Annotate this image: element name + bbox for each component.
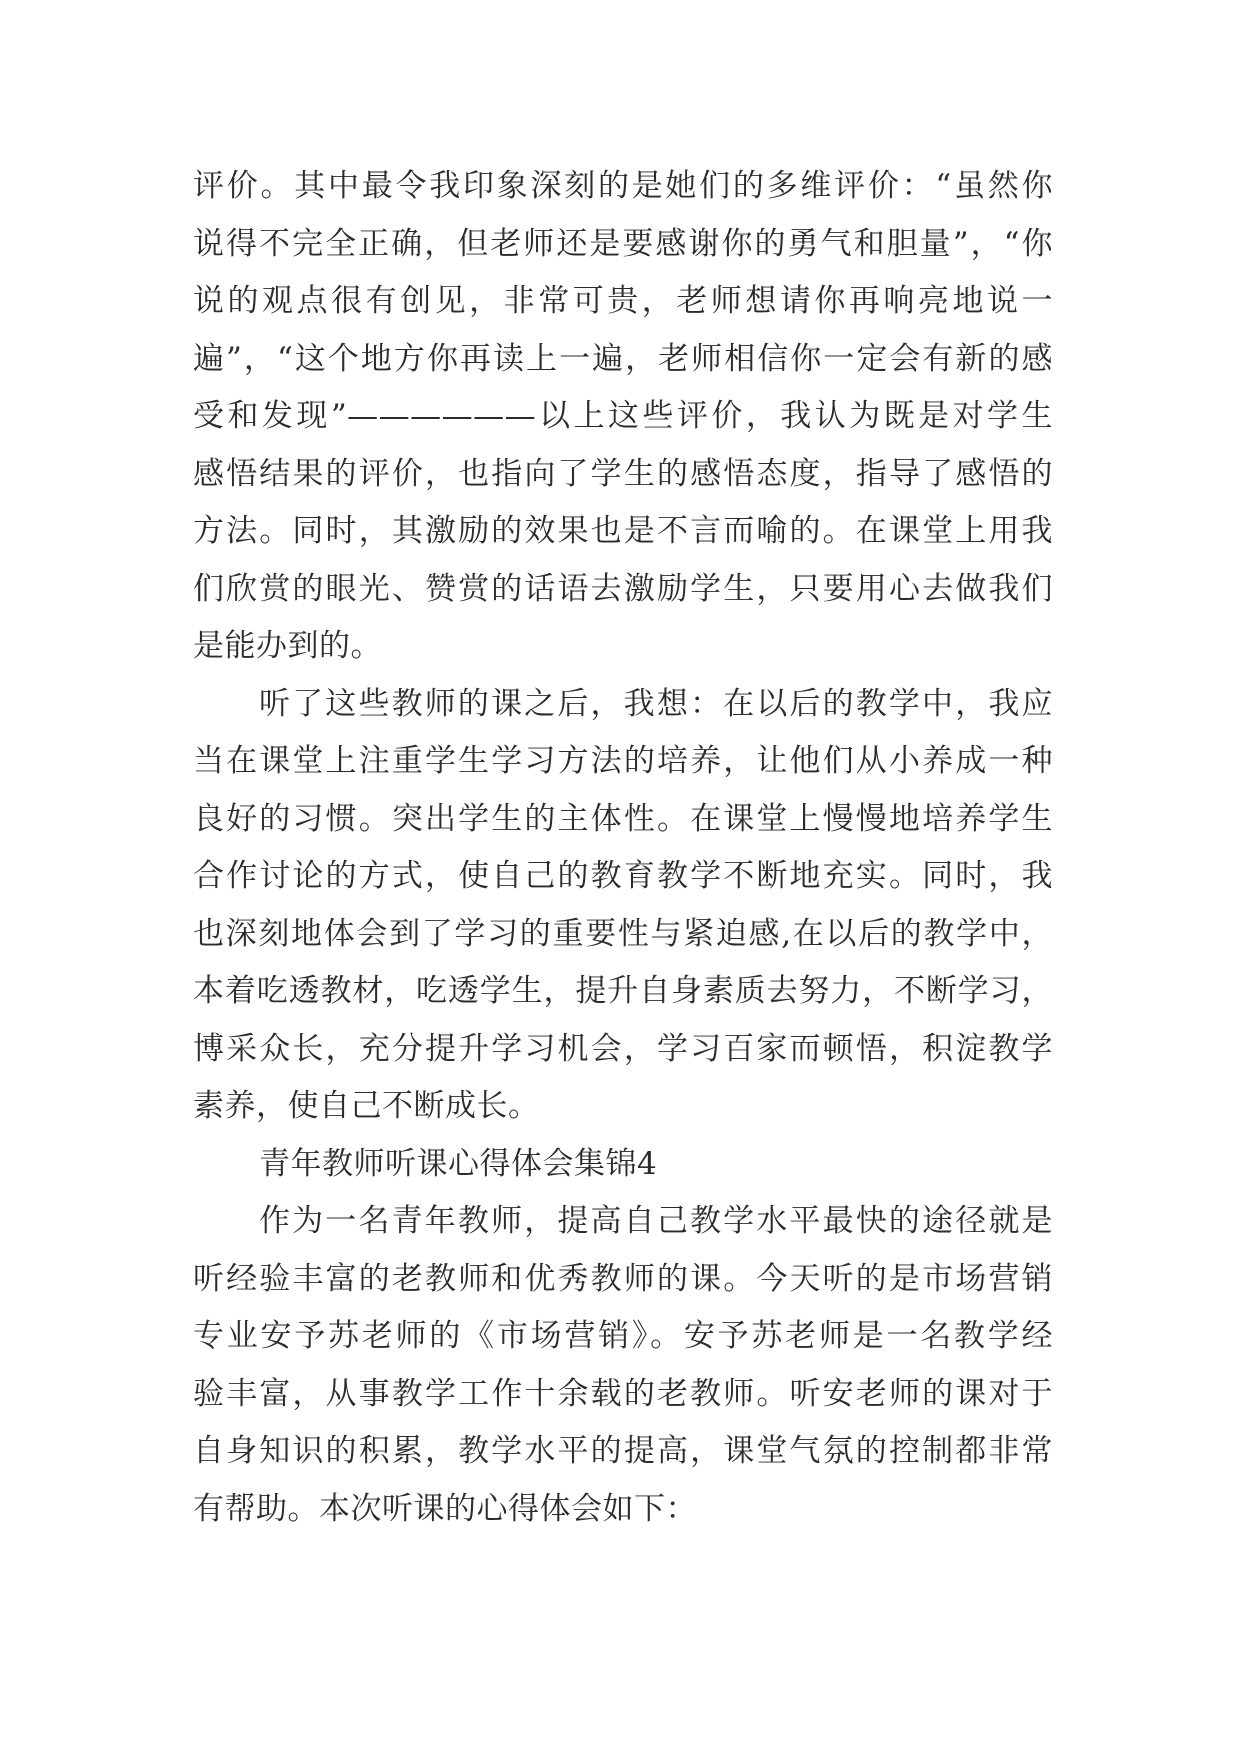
section-heading: 青年教师听课心得体会集锦4 bbox=[259, 1145, 658, 1182]
text-line: 遍”，“这个地方你再读上一遍，老师相信你一定会有新的感 bbox=[193, 340, 1053, 377]
text-line: 评价。其中最令我印象深刻的是她们的多维评价：“虽然你 bbox=[193, 168, 1053, 204]
text-line: 说的观点很有创见，非常可贵，老师想请你再响亮地说一 bbox=[193, 283, 1053, 319]
text-line: 良好的习惯。突出学生的主体性。在课堂上慢慢地培养学生 bbox=[193, 800, 1053, 837]
text-line: 素养，使自己不断成长。 bbox=[193, 1088, 540, 1124]
paragraph-2 bbox=[193, 676, 1053, 1136]
paragraph-1 bbox=[193, 158, 1053, 676]
text-line: 听了这些教师的课之后，我想：在以后的教学中，我应 bbox=[259, 685, 1053, 722]
text-line: 当在课堂上注重学生学习方法的培养，让他们从小养成一种 bbox=[193, 743, 1053, 779]
text-line: 本着吃透教材，吃透学生，提升自身素质去努力，不断学习， bbox=[193, 973, 1053, 1009]
text-line: 方法。同时，其激励的效果也是不言而喻的。在课堂上用我 bbox=[193, 513, 1053, 549]
text-line: 也深刻地体会到了学习的重要性与紧迫感,在以后的教学中， bbox=[193, 915, 1053, 952]
text-line: 是能办到的。 bbox=[193, 628, 382, 664]
text-line: 博采众长，充分提升学习机会，学习百家而顿悟，积淀教学 bbox=[193, 1030, 1053, 1067]
paragraph-3 bbox=[193, 1193, 1053, 1538]
text-line: 自身知识的积累，教学水平的提高，课堂气氛的控制都非常 bbox=[193, 1433, 1053, 1469]
text-line: 听经验丰富的老教师和优秀教师的课。今天听的是市场营销 bbox=[193, 1260, 1053, 1297]
text-line: 作为一名青年教师，提高自己教学水平最快的途径就是 bbox=[259, 1203, 1053, 1239]
text-line: 有帮助。本次听课的心得体会如下： bbox=[193, 1490, 697, 1527]
text-line: 感悟结果的评价，也指向了学生的感悟态度，指导了感悟的 bbox=[193, 455, 1053, 492]
text-line: 受和发现”——————以上这些评价，我认为既是对学生 bbox=[193, 398, 1053, 434]
text-line: 验丰富，从事教学工作十余载的老教师。听安老师的课对于 bbox=[193, 1375, 1053, 1412]
text-line: 专业安予苏老师的《市场营销》。安予苏老师是一名教学经 bbox=[193, 1318, 1053, 1354]
text-line: 说得不完全正确，但老师还是要感谢你的勇气和胆量”，“你 bbox=[193, 225, 1053, 262]
document-body bbox=[193, 158, 1053, 1538]
text-line: 合作讨论的方式，使自己的教育教学不断地充实。同时，我 bbox=[193, 858, 1053, 894]
text-line: 们欣赏的眼光、赞赏的话语去激励学生，只要用心去做我们 bbox=[193, 570, 1053, 607]
